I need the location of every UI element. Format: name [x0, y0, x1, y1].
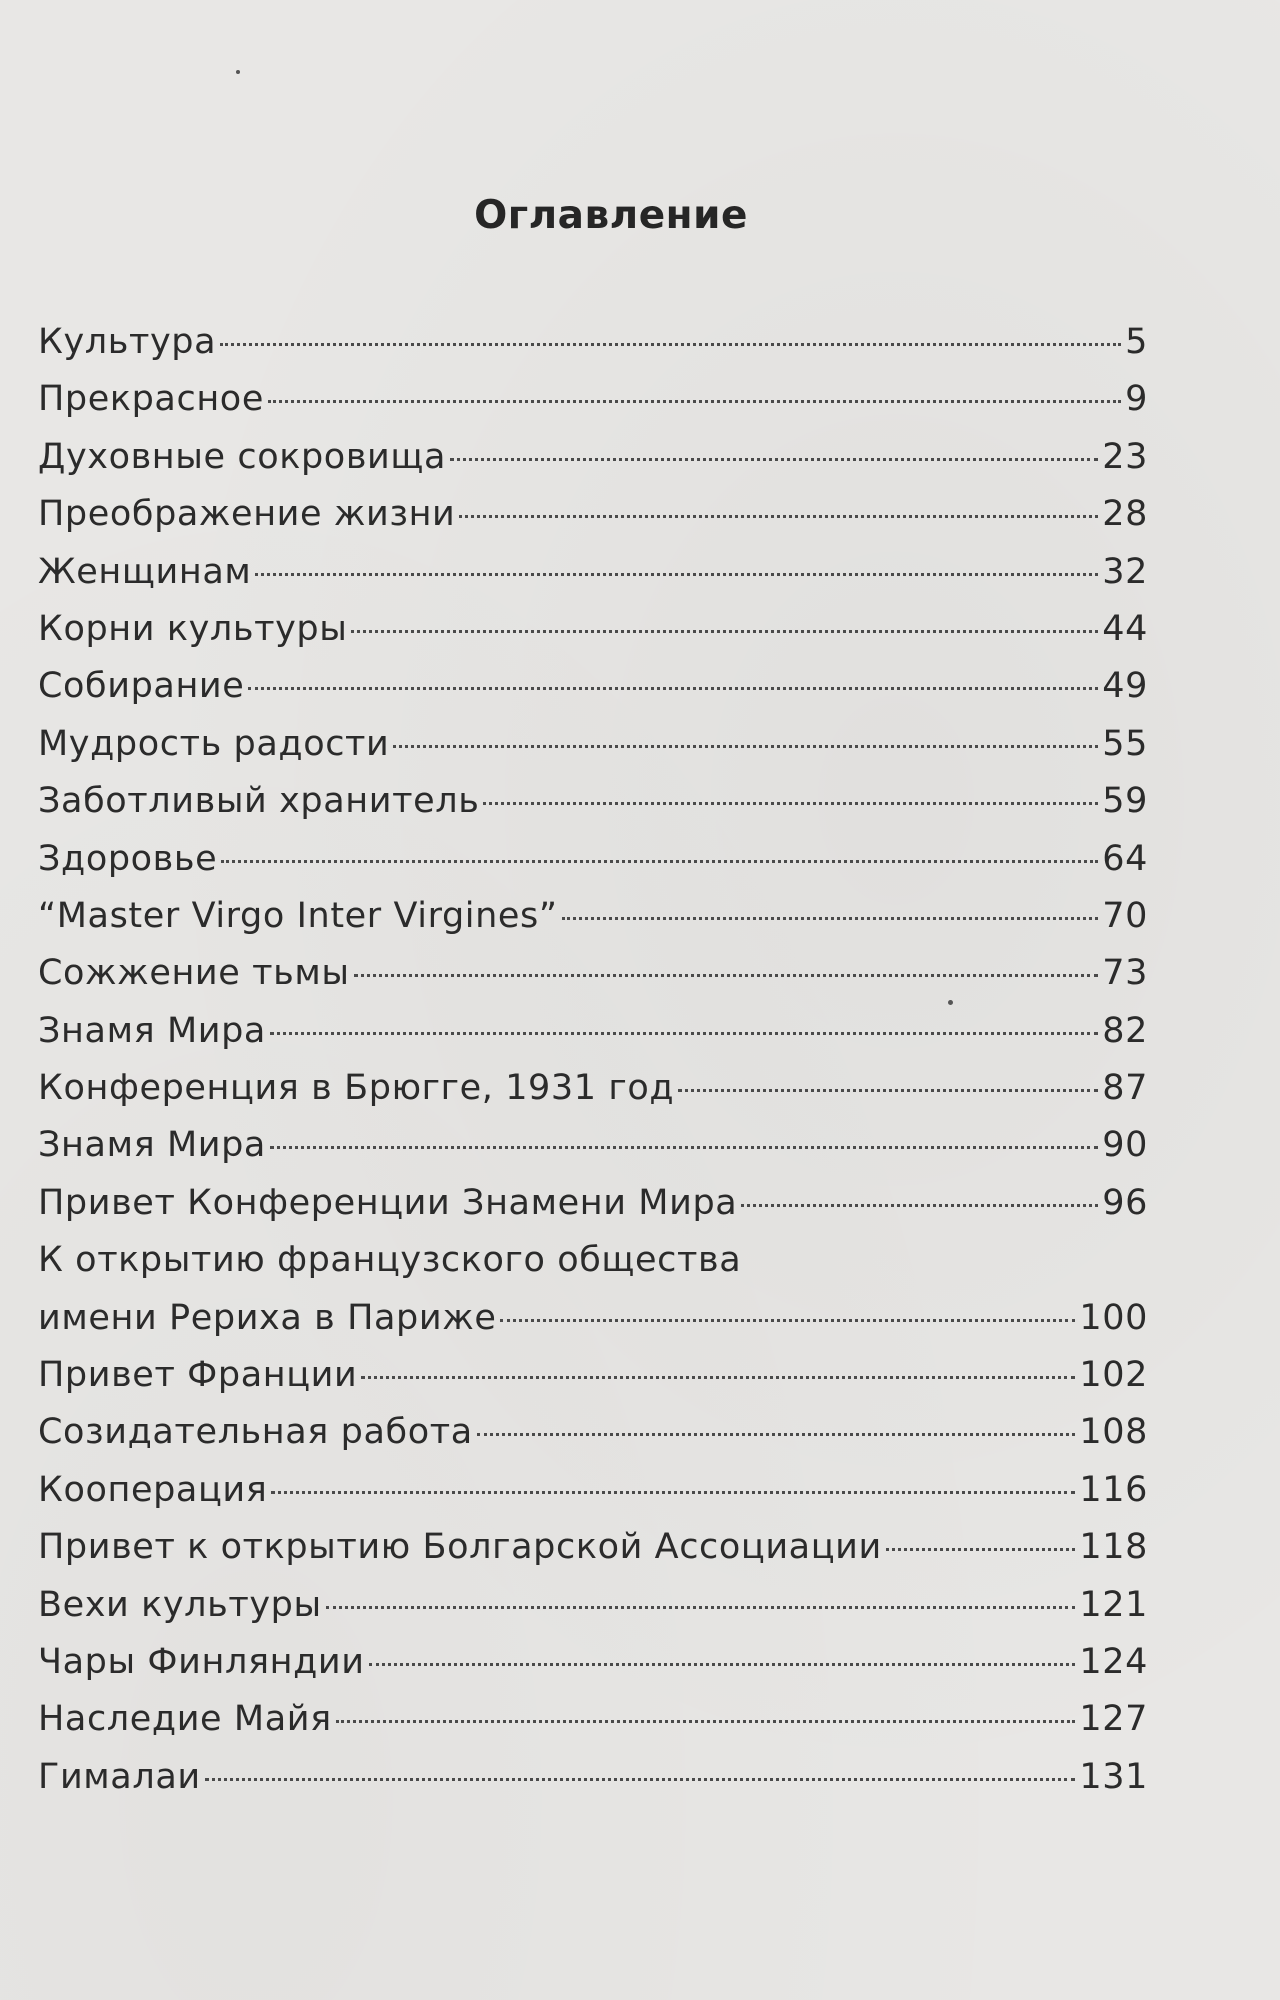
- toc-entry: [38, 1347, 1148, 1404]
- dot-leader: [271, 1491, 1075, 1494]
- toc-entry: [38, 486, 1148, 543]
- toc-entry: [38, 1462, 1148, 1519]
- toc-entry-label: “Master Virgo Inter Virgines”: [38, 895, 558, 936]
- toc-entry-label: Конференция в Брюгге, 1931 год: [38, 1068, 675, 1109]
- toc-entry-page: 100: [1079, 1297, 1148, 1338]
- toc-entry: [38, 888, 1148, 945]
- toc-entry: [38, 371, 1148, 428]
- toc-entry-page: 116: [1079, 1469, 1148, 1510]
- toc-entry-label: Собирание: [38, 666, 245, 707]
- toc-entry-page: 108: [1079, 1412, 1148, 1453]
- toc-entry: [38, 716, 1148, 773]
- toc-entry-label: Женщинам: [38, 551, 252, 592]
- ink-speck: [236, 70, 240, 74]
- toc-entry: [38, 1577, 1148, 1634]
- toc-entry: [38, 1290, 1148, 1347]
- toc-entry-label: Вехи культуры: [38, 1584, 322, 1625]
- toc-entry: [38, 831, 1148, 888]
- toc-entry-page: 90: [1102, 1125, 1148, 1166]
- dot-leader: [459, 515, 1098, 518]
- toc-entry-label: Гималаи: [38, 1756, 201, 1797]
- toc-entry-label-line1: К открытию французского общества: [38, 1240, 742, 1281]
- dot-leader: [361, 1376, 1075, 1379]
- dot-leader: [500, 1319, 1075, 1322]
- toc-entry: [38, 658, 1148, 715]
- toc-entry-label: Корни культуры: [38, 608, 348, 649]
- toc-entry-page: 28: [1102, 494, 1148, 535]
- toc-entry-label: Созидательная работа: [38, 1412, 473, 1453]
- dot-leader: [220, 343, 1121, 346]
- toc-entry-page: 118: [1079, 1527, 1148, 1568]
- toc-entry: [38, 1175, 1148, 1232]
- dot-leader: [369, 1663, 1076, 1666]
- dot-leader: [393, 745, 1098, 748]
- toc-entry-page: 70: [1102, 895, 1148, 936]
- toc-entry-label: Здоровье: [38, 838, 218, 879]
- dot-leader: [248, 687, 1098, 690]
- dot-leader: [483, 802, 1098, 805]
- toc-entry-label: Заботливый хранитель: [38, 781, 480, 822]
- toc-entry-page: 49: [1102, 666, 1148, 707]
- toc-entry: [38, 601, 1148, 658]
- toc-entry-page: 44: [1102, 608, 1148, 649]
- toc-entry-label: имени Рериха в Париже: [38, 1297, 497, 1338]
- toc-entry: [38, 544, 1148, 601]
- dot-leader: [477, 1433, 1076, 1436]
- toc-entry: [38, 1519, 1148, 1576]
- toc-entry-label: Духовные сокровища: [38, 436, 447, 477]
- dot-leader: [450, 458, 1098, 461]
- toc-entry: [38, 1749, 1148, 1806]
- toc-entry: [38, 1060, 1148, 1117]
- toc-entry-page: 127: [1079, 1699, 1148, 1740]
- dot-leader: [326, 1606, 1076, 1609]
- dot-leader: [270, 1146, 1098, 1149]
- toc-entry-page: 124: [1079, 1641, 1148, 1682]
- toc-entry: [38, 773, 1148, 830]
- toc-entry: [38, 1634, 1148, 1691]
- toc-entry-page: 102: [1079, 1355, 1148, 1396]
- toc-entry-label: Привет Конференции Знамени Мира: [38, 1182, 738, 1223]
- toc-title: Оглавление: [474, 193, 748, 238]
- toc-entry-page: 121: [1079, 1584, 1148, 1625]
- toc-entry-label: Прекрасное: [38, 379, 264, 420]
- toc-entry: [38, 429, 1148, 486]
- dot-leader: [678, 1089, 1098, 1092]
- toc-entry: [38, 1117, 1148, 1174]
- dot-leader: [562, 917, 1099, 920]
- toc-entry-line1: [38, 1232, 1148, 1289]
- dot-leader: [255, 573, 1098, 576]
- toc-entry: [38, 1003, 1148, 1060]
- dot-leader: [205, 1778, 1076, 1781]
- toc-entry: [38, 1691, 1148, 1748]
- toc-entry-page: 5: [1125, 322, 1148, 362]
- toc-entry-label: Мудрость радости: [38, 723, 390, 764]
- toc-entry-page: 73: [1102, 953, 1148, 994]
- toc-entry-page: 55: [1102, 723, 1148, 764]
- dot-leader: [268, 400, 1121, 403]
- dot-leader: [351, 630, 1098, 633]
- toc-entry-label: Наследие Майя: [38, 1699, 332, 1740]
- table-of-contents: [38, 314, 1148, 1806]
- toc-entry-page: 131: [1079, 1756, 1148, 1797]
- toc-entry-page: 96: [1102, 1182, 1148, 1223]
- toc-entry-page: 9: [1125, 379, 1148, 420]
- dot-leader: [354, 974, 1099, 977]
- toc-entry-label: Привет Франции: [38, 1355, 358, 1396]
- toc-entry-page: 32: [1102, 551, 1148, 592]
- dot-leader: [270, 1032, 1098, 1035]
- toc-entry-label: Знамя Мира: [38, 1125, 266, 1166]
- toc-entry: [38, 1404, 1148, 1461]
- toc-entry-label: Знамя Мира: [38, 1010, 266, 1051]
- toc-entry: [38, 945, 1148, 1002]
- toc-entry-page: 23: [1102, 436, 1148, 477]
- toc-entry-label: Привет к открытию Болгарской Ассоциации: [38, 1527, 882, 1568]
- dot-leader: [741, 1204, 1098, 1207]
- toc-entry-label: Сожжение тьмы: [38, 953, 350, 994]
- toc-entry: [38, 314, 1148, 371]
- toc-entry-label: Преображение жизни: [38, 494, 456, 535]
- toc-entry-page: 64: [1102, 838, 1148, 879]
- toc-entry-label: Кооперация: [38, 1469, 268, 1510]
- dot-leader: [886, 1548, 1076, 1551]
- toc-entry-page: 82: [1102, 1010, 1148, 1051]
- toc-entry-label: Культура: [38, 322, 217, 362]
- toc-entry-label: Чары Финляндии: [38, 1641, 365, 1682]
- dot-leader: [221, 860, 1098, 863]
- toc-entry-page: 59: [1102, 781, 1148, 822]
- toc-entry-page: 87: [1102, 1068, 1148, 1109]
- dot-leader: [336, 1720, 1076, 1723]
